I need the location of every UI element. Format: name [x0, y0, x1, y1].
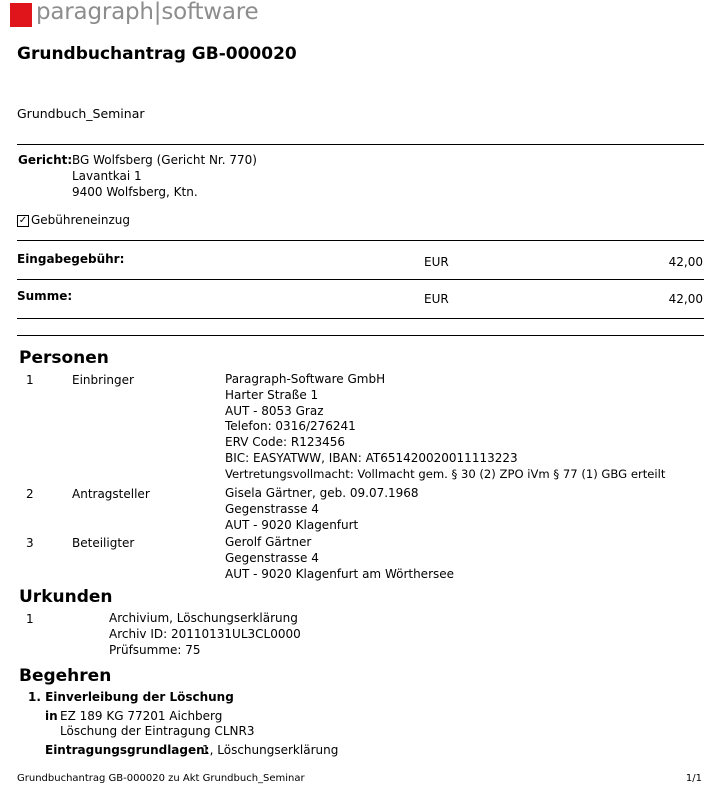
person-line: Gisela Gärtner, geb. 09.07.1968 — [225, 486, 419, 500]
document-subtitle: Grundbuch_Seminar — [17, 106, 145, 121]
total-currency: EUR — [424, 292, 449, 306]
court-label: Gericht: — [18, 153, 73, 167]
fee-label: Eingabegebühr: — [17, 252, 125, 266]
request-in-label: in — [45, 709, 58, 723]
person-line: ERV Code: R123456 — [225, 435, 346, 450]
person-line: AUT - 8053 Graz — [225, 403, 324, 418]
court-line: Lavantkai 1 — [72, 168, 142, 183]
document-line: Archiv ID: 20110131UL3CL0000 — [109, 626, 301, 641]
request-basis-value: 1, Löschungserklärung — [202, 743, 339, 757]
divider — [17, 279, 704, 280]
person-line: BIC: EASYATWW, IBAN: AT651420020011113223 — [225, 450, 518, 465]
court-line: 9400 Wolfsberg, Ktn. — [72, 184, 198, 199]
person-details — [225, 486, 419, 533]
document-line: Archivium, Löschungserklärung — [109, 611, 298, 625]
fee-currency: EUR — [424, 255, 449, 269]
fee-amount: 42,00 — [668, 255, 703, 269]
request-detail: Löschung der Eintragung CLNR3 — [60, 724, 255, 738]
request-in-value: EZ 189 KG 77201 Aichberg — [60, 709, 223, 723]
logo-text: paragraph|software — [36, 0, 259, 25]
person-line: Vertretungsvollmacht: Vollmacht gem. § 30 (2) ZPO iVm § 77 (1) GBG erteilt — [225, 466, 666, 481]
person-line: Telefon: 0316/276241 — [225, 419, 356, 434]
person-line: AUT - 9020 Klagenfurt — [225, 517, 359, 532]
divider — [17, 335, 704, 336]
person-line: AUT - 9020 Klagenfurt am Wörthersee — [225, 566, 455, 581]
person-line: Gegenstrasse 4 — [225, 501, 319, 516]
footer-text: Grundbuchantrag GB-000020 zu Akt Grundbuch_Seminar — [17, 773, 305, 784]
person-line: Gegenstrasse 4 — [225, 550, 319, 565]
fee-collection-checkbox[interactable]: ✓ — [18, 215, 28, 226]
page-number: 1/1 — [685, 773, 702, 784]
divider — [17, 318, 704, 319]
document-line: Prüfsumme: 75 — [109, 642, 201, 657]
fee-collection-label: Gebühreneinzug — [31, 213, 131, 227]
document-number: 1 — [26, 612, 34, 626]
person-number: 3 — [26, 536, 34, 550]
person-line: Harter Straße 1 — [225, 387, 319, 402]
page-title: Grundbuchantrag GB-000020 — [17, 44, 297, 64]
total-label: Summe: — [17, 289, 73, 303]
request-basis-label: Eintragungsgrundlagen: — [45, 743, 210, 757]
person-role: Antragsteller — [72, 487, 150, 501]
divider — [17, 240, 704, 241]
persons-heading: Personen — [19, 348, 109, 368]
person-line: Paragraph-Software GmbH — [225, 372, 386, 386]
person-line: Gerolf Gärtner — [225, 535, 312, 549]
person-details — [225, 372, 665, 483]
total-amount: 42,00 — [668, 292, 703, 306]
logo-mark — [10, 3, 32, 27]
court-line: BG Wolfsberg (Gericht Nr. 770) — [72, 153, 257, 167]
person-role: Einbringer — [72, 373, 134, 387]
person-number: 2 — [26, 487, 34, 501]
requests-heading: Begehren — [19, 666, 112, 686]
documents-heading: Urkunden — [19, 587, 113, 607]
person-details — [225, 535, 454, 582]
document-details — [109, 611, 301, 658]
court-address — [72, 153, 257, 200]
request-title: 1. Einverleibung der Löschung — [28, 690, 234, 704]
person-number: 1 — [26, 373, 34, 387]
divider — [17, 144, 704, 145]
person-role: Beteiligter — [72, 536, 135, 550]
